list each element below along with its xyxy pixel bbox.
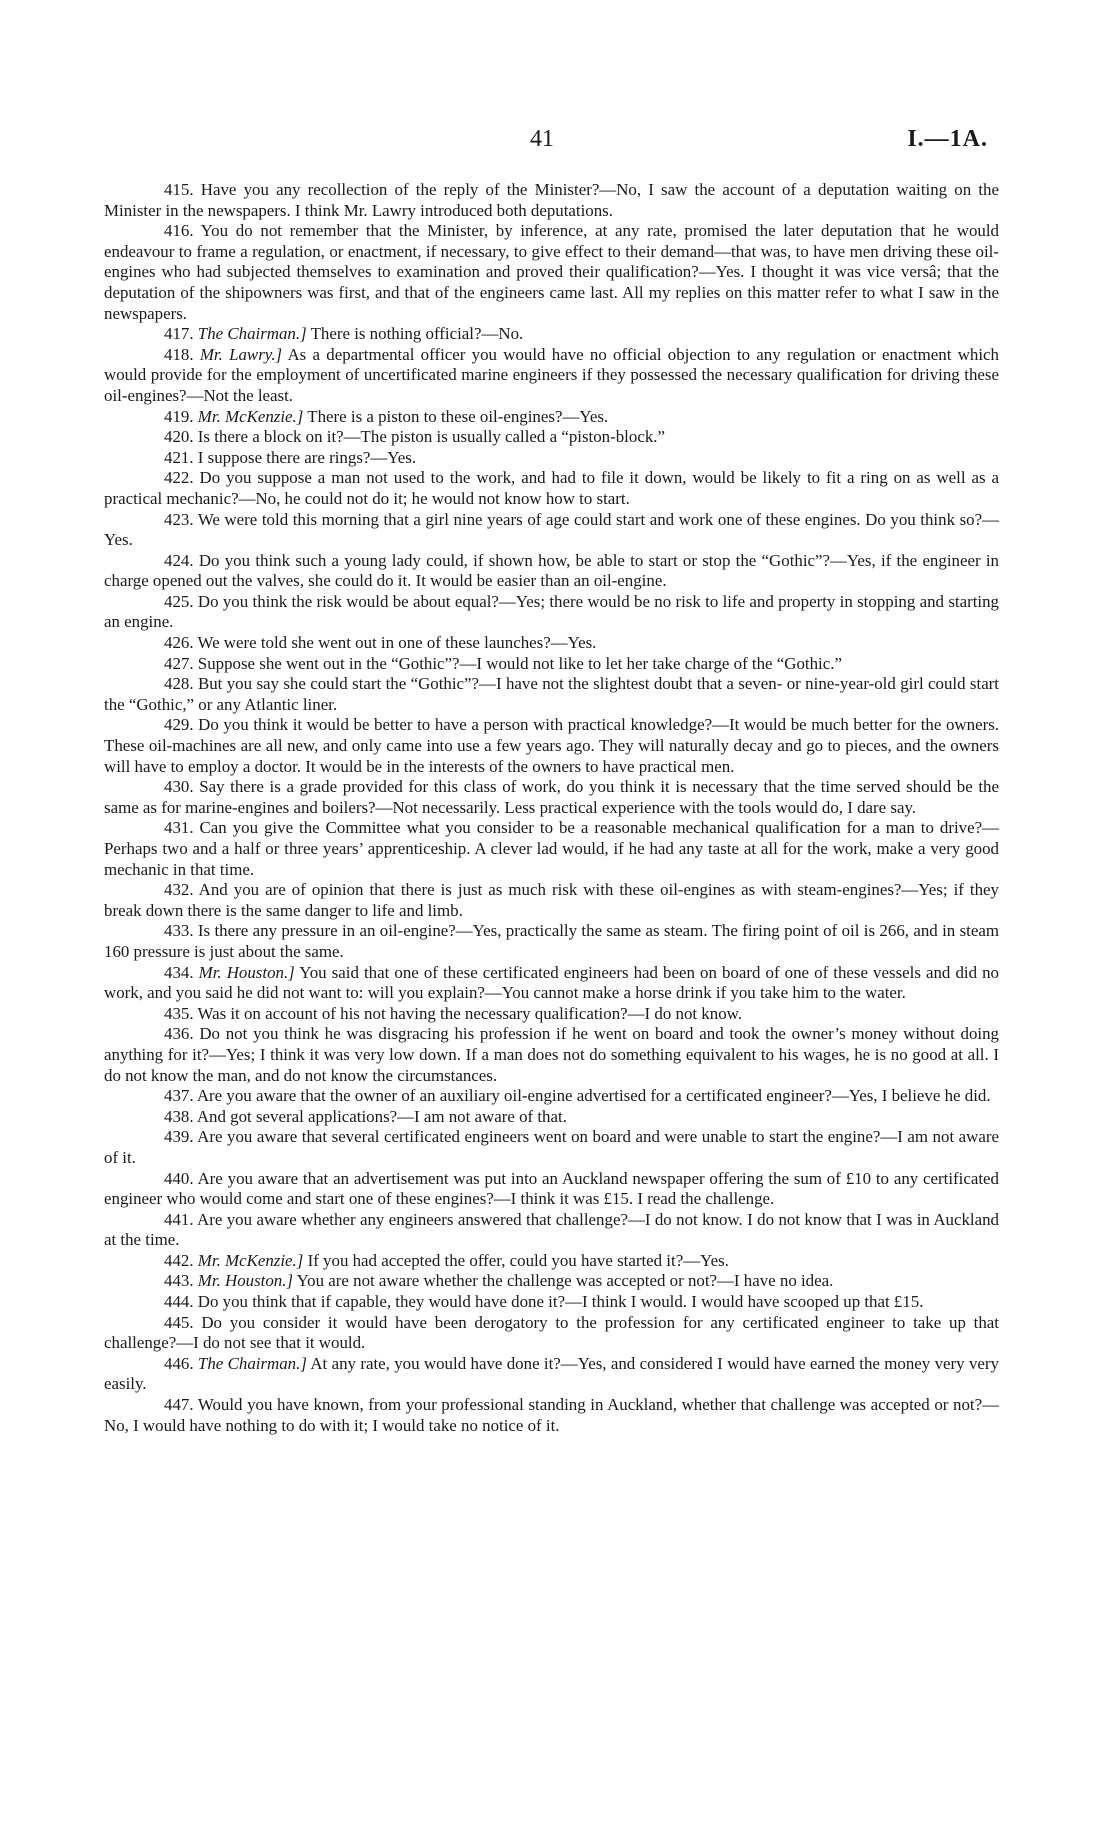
question-number: 422.	[164, 468, 194, 488]
question-number: 437.	[164, 1086, 194, 1106]
question-number: 444.	[164, 1292, 194, 1312]
question-number: 421.	[164, 447, 194, 467]
question-number: 434.	[164, 962, 194, 982]
question-number: 447.	[164, 1395, 194, 1415]
question-text: Is there a block on it?—The piston is usually called a “piston-block.”	[197, 427, 665, 447]
question-paragraph	[104, 510, 999, 551]
question-paragraph	[104, 633, 999, 654]
question-paragraph	[104, 1127, 999, 1168]
question-paragraph	[104, 674, 999, 715]
question-text: Do not you think he was disgracing his profession if he went on board and took the owner’s money without doing anything for it?—Yes; I think it was very low down. If a man does not do something equivalent to his wages, he is no good at all. I do not know the man, and do not know the circumstances.	[104, 1024, 999, 1085]
question-paragraph	[104, 1107, 999, 1128]
question-text: There is a piston to these oil-engines?—Yes.	[303, 406, 609, 426]
question-text: Is there any pressure in an oil-engine?—Yes, practically the same as steam. The firing point of oil is 266, and in steam 160 pressure is just about the same.	[104, 921, 999, 961]
question-number: 424.	[164, 550, 194, 570]
question-paragraph	[104, 407, 999, 428]
speaker-name: The Chairman.]	[197, 1353, 307, 1373]
document-reference: I.—1A.	[907, 126, 988, 152]
question-text: Do you suppose a man not used to the work, and had to file it down, would be likely to fit a ring on as well as a practical mechanic?—No, he could not do it; he would not know how to start.	[104, 468, 999, 508]
question-paragraph	[104, 468, 999, 509]
question-paragraph	[104, 1251, 999, 1272]
question-paragraph	[104, 592, 999, 633]
question-text: Was it on account of his not having the necessary qualification?—I do not know.	[197, 1003, 742, 1023]
question-text: Are you aware that an advertisement was put into an Auckland newspaper offering the sum of £10 to any certificated engineer who would come and start one of these engines?—I think it was £15. I read the challenge.	[104, 1168, 1000, 1209]
question-paragraph	[104, 324, 999, 345]
question-paragraph	[104, 1024, 999, 1086]
question-paragraph	[104, 777, 999, 818]
question-number: 415.	[164, 180, 194, 199]
question-number: 419.	[164, 406, 194, 426]
question-number: 435.	[164, 1003, 194, 1023]
question-paragraph	[104, 1086, 999, 1107]
question-number: 445.	[164, 1312, 194, 1332]
question-text: Do you think that if capable, they would have done it?—I think I would. I would have scooped up that £15.	[197, 1292, 924, 1312]
page-number: 41	[530, 126, 554, 152]
question-paragraph	[104, 1169, 999, 1210]
question-number: 430.	[164, 777, 194, 797]
question-number: 431.	[164, 818, 194, 838]
question-paragraph	[104, 1004, 999, 1025]
question-number: 427.	[164, 653, 194, 673]
question-text: As a departmental officer you would have no official objection to any regulation or enactment which would provide for the employment of uncertificated marine engineers if they possessed the necessary qualification for driving these oil-engines?—Not the least.	[104, 344, 999, 405]
speaker-name: The Chairman.]	[197, 324, 307, 344]
question-text: Suppose she went out in the “Gothic”?—I would not like to let her take charge of the “Gothic.”	[197, 653, 842, 673]
question-paragraph	[104, 180, 999, 221]
question-paragraph	[104, 1292, 999, 1313]
question-text: But you say she could start the “Gothic”?—I have not the slightest doubt that a seven- or nine-year-old girl could start the “Gothic,” or any Atlantic liner.	[104, 674, 1000, 714]
question-text: Would you have known, from your professional standing in Auckland, whether that challenge was accepted or not?—No, I would have nothing to do with it; I would take no notice of it.	[104, 1395, 999, 1435]
speaker-name: Mr. Houston.]	[198, 962, 295, 982]
question-number: 432.	[164, 880, 194, 900]
question-paragraph	[104, 448, 999, 469]
question-number: 438.	[164, 1106, 194, 1126]
question-paragraph	[104, 715, 999, 777]
question-text: There is nothing official?—No.	[306, 324, 524, 344]
question-text: Are you aware that several certificated engineers went on board and were unable to start the engine?—I am not aware of it.	[104, 1127, 999, 1167]
question-number: 443.	[164, 1271, 194, 1291]
question-number: 425.	[164, 591, 194, 611]
speaker-name: Mr. McKenzie.]	[197, 406, 304, 426]
question-number: 446.	[164, 1353, 194, 1373]
question-text: Do you think it would be better to have a person with practical knowledge?—It would be much better for the owners. These oil-machines are all new, and only came into use a few years ago. They will naturally decay and go to pieces, and the owners will have to employ a doctor. It would be in the interests of the owners to have practical men.	[104, 715, 999, 776]
question-number: 436.	[164, 1024, 194, 1044]
question-text: Say there is a grade provided for this class of work, do you think it is necessary that the time served should be the same as for marine-engines and boilers?—Not necessarily. Less practical experience with the tools would do, I dare say.	[104, 777, 999, 817]
speaker-name: Mr. Lawry.]	[199, 344, 283, 364]
question-paragraph	[104, 654, 999, 675]
question-paragraph	[104, 1210, 999, 1251]
question-text: Can you give the Committee what you consider to be a reasonable mechanical qualification for a man to drive?—Perhaps two and a half or three years’ apprenticeship. A clever lad would, if he had any taste at all for the work, make a very good mechanic in that time.	[104, 818, 999, 879]
question-paragraph	[104, 963, 999, 1004]
question-number: 439.	[164, 1127, 194, 1147]
question-text: Do you think such a young lady could, if shown how, be able to start or stop the “Gothic”?—Yes, if the engineer in charge opened out the valves, she could do it. It would be easier than an oil-engine.	[104, 550, 999, 591]
question-text: If you had accepted the offer, could you have started it?—Yes.	[303, 1250, 729, 1270]
question-number: 423.	[164, 509, 194, 529]
question-text: You said that one of these certificated engineers had been on board of one of these vessels and did no work, and you said he did not want to: will you explain?—You cannot make a horse drink if you take him to the water.	[104, 962, 999, 1003]
question-text: Are you aware that the owner of an auxiliary oil-engine advertised for a certificated engineer?—Yes, I believe he did.	[196, 1086, 991, 1106]
question-text: And you are of opinion that there is just as much risk with these oil-engines as with steam-engines?—Yes; if they break down there is the same danger to life and limb.	[104, 880, 999, 920]
question-number: 417.	[164, 324, 194, 344]
question-paragraph	[104, 880, 999, 921]
question-number: 429.	[164, 715, 194, 735]
speaker-name: Mr. McKenzie.]	[197, 1250, 304, 1270]
question-text: You do not remember that the Minister, by inference, at any rate, promised the later deputation that he would endeavour to frame a regulation, or enactment, if necessary, to give effect to their demand—that was, to have men driving these oil-engines who had subjected themselves to examination and proved their qualification?—Yes. I thought it was vice versâ; that the deputation of the shipowners was first, and that of the engineers came last. All my replies on this matter refer to what I saw in the newspapers.	[104, 221, 999, 323]
question-paragraph	[104, 818, 999, 880]
question-text: At any rate, you would have done it?—Yes, and considered I would have earned the money very very easily.	[104, 1353, 999, 1394]
question-paragraph	[104, 221, 999, 324]
page-header	[0, 126, 1114, 160]
question-paragraph	[104, 551, 999, 592]
question-text: You are not aware whether the challenge was accepted or not?—I have no idea.	[293, 1271, 834, 1291]
question-paragraph	[104, 1271, 999, 1292]
question-paragraph	[104, 1354, 999, 1395]
question-text: Do you consider it would have been derogatory to the profession for any certificated engineer to take up that challenge?—I do not see that it would.	[104, 1312, 999, 1353]
question-number: 420.	[164, 427, 194, 447]
question-paragraph	[104, 1395, 999, 1436]
question-number: 442.	[164, 1250, 194, 1270]
question-paragraph	[104, 1313, 999, 1354]
question-paragraph	[104, 427, 999, 448]
question-text: Have you any recollection of the reply of the Minister?—No, I saw the account of a deputation waiting on the Minister in the newspapers. I think Mr. Lawry introduced both deputations.	[104, 180, 999, 220]
question-number: 433.	[164, 921, 194, 941]
question-number: 418.	[164, 344, 194, 364]
question-number: 440.	[164, 1168, 194, 1188]
evidence-text	[104, 180, 999, 1436]
question-text: Are you aware whether any engineers answered that challenge?—I do not know. I do not know that I was in Auckland at the time.	[104, 1209, 1000, 1250]
question-paragraph	[104, 921, 999, 962]
question-text: We were told she went out in one of these launches?—Yes.	[197, 633, 597, 653]
question-text: And got several applications?—I am not aware of that.	[196, 1106, 567, 1126]
question-number: 416.	[164, 221, 194, 241]
speaker-name: Mr. Houston.]	[197, 1271, 294, 1291]
question-text: Do you think the risk would be about equal?—Yes; there would be no risk to life and property in stopping and starting an engine.	[104, 591, 999, 632]
question-text: I suppose there are rings?—Yes.	[197, 447, 417, 467]
question-number: 426.	[164, 633, 194, 653]
question-text: We were told this morning that a girl nine years of age could start and work one of these engines. Do you think so?—Yes.	[104, 509, 999, 550]
question-paragraph	[104, 345, 999, 407]
question-number: 428.	[164, 674, 194, 694]
question-number: 441.	[164, 1209, 194, 1229]
